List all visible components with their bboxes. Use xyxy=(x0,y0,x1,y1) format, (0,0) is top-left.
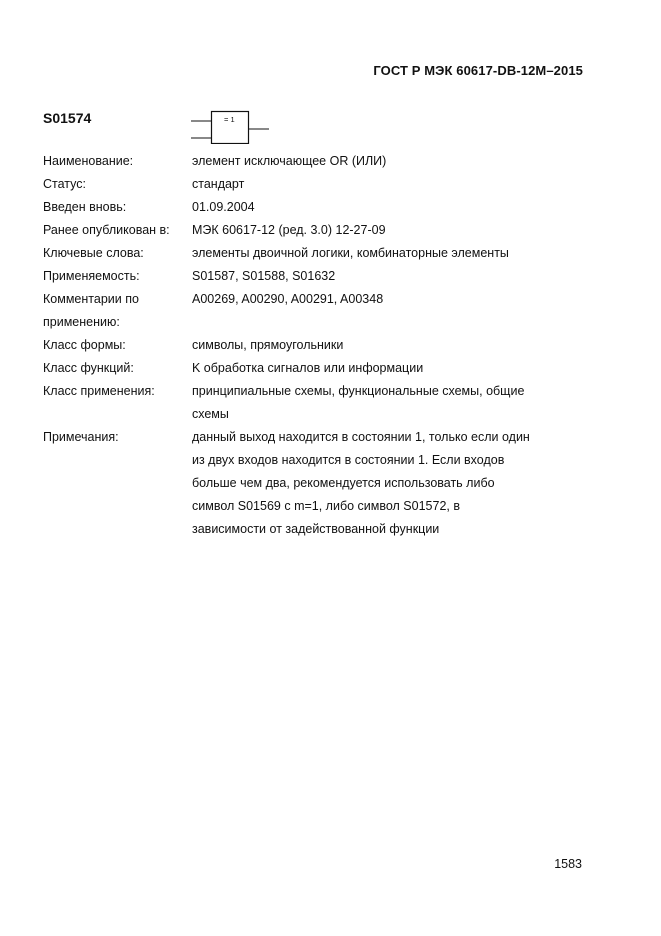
page-number: 1583 xyxy=(554,857,582,871)
field-row-remarks xyxy=(43,426,603,541)
field-row-function-class xyxy=(43,357,603,380)
field-row-introduced xyxy=(43,196,603,219)
field-label: Класс функций: xyxy=(43,361,134,375)
attribute-list xyxy=(43,150,603,541)
field-row-shape-class xyxy=(43,334,603,357)
field-row-published-in xyxy=(43,219,603,242)
field-label: Введен вновь: xyxy=(43,200,127,214)
field-label: Статус: xyxy=(43,177,86,191)
field-value: S01587, S01588, S01632 xyxy=(192,269,336,283)
field-row-status xyxy=(43,173,603,196)
field-label: Ключевые слова: xyxy=(43,246,144,260)
field-label: Наименование: xyxy=(43,154,134,168)
standard-designation: ГОСТ Р МЭК 60617-DB-12M–2015 xyxy=(373,63,583,78)
field-label: Класс применения: xyxy=(43,384,155,398)
field-value: данный выход находится в состоянии 1, только если один из двух входов находится в состоянии 1. Если входов больше чем два, рекомендуется использовать либо символ S01569 с m=1, либо символ S01572, в зависимости от задействованной функции xyxy=(192,430,530,536)
field-value: стандарт xyxy=(192,177,245,191)
field-value: элементы двоичной логики, комбинаторные элементы xyxy=(192,246,509,260)
field-value: K обработка сигналов или информации xyxy=(192,361,424,375)
field-value: принципиальные схемы, функциональные схемы, общие схемы xyxy=(192,384,525,421)
field-value: элемент исключающее OR (ИЛИ) xyxy=(192,154,387,168)
field-row-application-notes xyxy=(43,288,603,334)
symbol-code: S01574 xyxy=(43,110,92,126)
field-label: Применяемость: xyxy=(43,269,140,283)
field-label: Класс формы: xyxy=(43,338,126,352)
field-value: 01.09.2004 xyxy=(192,200,255,214)
field-row-name xyxy=(43,150,603,173)
symbol-qualifier: = 1 xyxy=(224,115,235,124)
xor-gate-symbol xyxy=(191,110,271,144)
document-header xyxy=(373,63,583,78)
field-label: Ранее опубликован в: xyxy=(43,223,170,237)
field-row-keywords xyxy=(43,242,603,265)
field-value: МЭК 60617-12 (ред. 3.0) 12-27-09 xyxy=(192,223,386,237)
xor-gate-icon xyxy=(191,110,271,144)
field-row-applicability xyxy=(43,265,603,288)
field-label: Комментарии по применению: xyxy=(43,292,139,329)
field-value: символы, прямоугольники xyxy=(192,338,344,352)
field-row-application-class xyxy=(43,380,603,426)
field-value: A00269, A00290, A00291, A00348 xyxy=(192,292,384,306)
field-label: Примечания: xyxy=(43,430,119,444)
